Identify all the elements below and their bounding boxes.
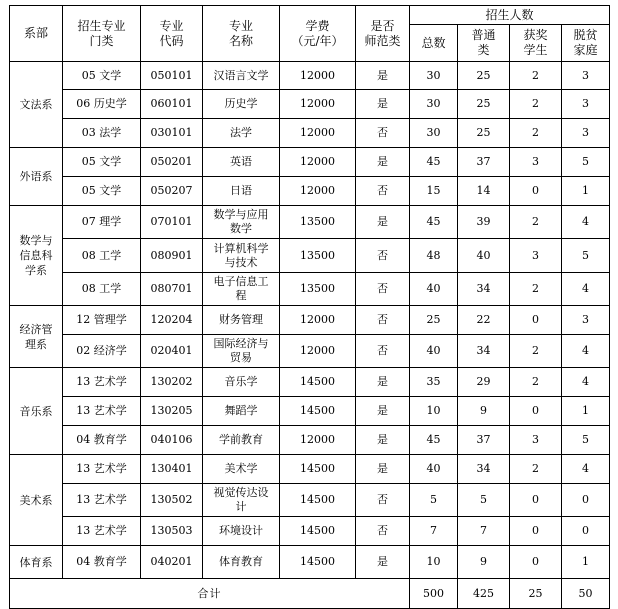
cell-award: 2	[510, 119, 562, 148]
cell-normal: 是	[356, 368, 410, 397]
cell-total: 30	[410, 62, 458, 90]
cell-poor: 0	[562, 484, 610, 517]
cell-major	[203, 119, 280, 148]
header-category: 招生专业 门类	[63, 6, 141, 62]
cell-normal: 是	[356, 546, 410, 579]
cell-code: 130503	[141, 517, 203, 546]
cell-code: 040201	[141, 546, 203, 579]
cell-regular: 39	[458, 206, 510, 239]
cell-fee: 13500	[280, 239, 356, 273]
cell-total: 10	[410, 546, 458, 579]
cell-code: 130502	[141, 484, 203, 517]
cell-poor: 3	[562, 119, 610, 148]
cell-major	[203, 206, 280, 239]
major-text: 美术学	[224, 462, 258, 475]
cell-fee: 14500	[280, 368, 356, 397]
cell-poor: 0	[562, 517, 610, 546]
cell-code: 050201	[141, 148, 203, 177]
cell-normal: 否	[356, 177, 410, 206]
cell-fee: 12000	[280, 62, 356, 90]
cell-poor: 4	[562, 206, 610, 239]
cell-major	[203, 90, 280, 119]
major-text: 体育教育	[219, 555, 263, 568]
cell-total: 35	[410, 368, 458, 397]
table-row	[10, 368, 610, 397]
cell-code: 020401	[141, 335, 203, 368]
cell-category: 13 艺术学	[63, 484, 141, 517]
total-sum: 500	[410, 579, 458, 609]
cell-regular: 9	[458, 546, 510, 579]
cell-total: 40	[410, 335, 458, 368]
cell-fee: 12000	[280, 177, 356, 206]
cell-category: 04 教育学	[63, 546, 141, 579]
cell-award: 2	[510, 368, 562, 397]
cell-poor: 5	[562, 148, 610, 177]
cell-normal: 是	[356, 206, 410, 239]
cell-normal: 是	[356, 90, 410, 119]
major-text: 学前教育	[219, 433, 263, 446]
dept-name-text: 音乐系	[19, 404, 53, 418]
dept-name-text: 美术系	[19, 493, 53, 507]
cell-award: 3	[510, 239, 562, 273]
cell-normal: 是	[356, 397, 410, 426]
table-row	[10, 206, 610, 239]
cell-award: 2	[510, 206, 562, 239]
cell-poor: 4	[562, 455, 610, 484]
major-text: 英语	[230, 155, 252, 168]
cell-award: 0	[510, 517, 562, 546]
cell-category: 13 艺术学	[63, 397, 141, 426]
cell-code: 050207	[141, 177, 203, 206]
header-total: 总数	[410, 25, 458, 62]
cell-total: 5	[410, 484, 458, 517]
cell-major	[203, 368, 280, 397]
cell-major	[203, 397, 280, 426]
cell-poor: 1	[562, 397, 610, 426]
dept-name-text: 外语系	[19, 170, 53, 183]
cell-normal: 是	[356, 148, 410, 177]
header-major: 专业 名称	[203, 6, 280, 62]
cell-regular: 34	[458, 455, 510, 484]
dept-name	[10, 206, 63, 306]
cell-total: 7	[410, 517, 458, 546]
cell-major	[203, 426, 280, 455]
cell-fee: 13500	[280, 206, 356, 239]
total-regular: 425	[458, 579, 510, 609]
cell-code: 130202	[141, 368, 203, 397]
cell-total: 45	[410, 148, 458, 177]
dept-name-text: 体育系	[19, 555, 53, 569]
table-row	[10, 397, 610, 426]
total-row	[10, 579, 610, 609]
dept-name	[10, 148, 63, 206]
cell-fee: 12000	[280, 306, 356, 335]
cell-regular: 34	[458, 273, 510, 306]
cell-award: 0	[510, 306, 562, 335]
cell-normal: 是	[356, 455, 410, 484]
table-row	[10, 517, 610, 546]
cell-fee: 12000	[280, 335, 356, 368]
cell-code: 030101	[141, 119, 203, 148]
cell-total: 30	[410, 90, 458, 119]
cell-normal: 否	[356, 119, 410, 148]
table-row	[10, 335, 610, 368]
cell-category: 02 经济学	[63, 335, 141, 368]
header-award: 获奖 学生	[510, 25, 562, 62]
cell-regular: 25	[458, 62, 510, 90]
cell-fee: 13500	[280, 273, 356, 306]
header-enroll: 招生人数	[410, 6, 610, 25]
cell-award: 2	[510, 90, 562, 119]
cell-poor: 5	[562, 426, 610, 455]
cell-fee: 14500	[280, 484, 356, 517]
table-row	[10, 484, 610, 517]
table-row	[10, 306, 610, 335]
cell-major	[203, 335, 280, 368]
cell-regular: 37	[458, 148, 510, 177]
major-text: 舞蹈学	[224, 404, 258, 417]
cell-poor: 4	[562, 273, 610, 306]
cell-regular: 25	[458, 119, 510, 148]
cell-award: 3	[510, 426, 562, 455]
table-row	[10, 62, 610, 90]
cell-award: 2	[510, 273, 562, 306]
cell-total: 48	[410, 239, 458, 273]
table-row	[10, 148, 610, 177]
major-text: 环境设计	[219, 524, 263, 537]
major-text: 历史学	[224, 97, 258, 110]
major-text: 日语	[230, 184, 252, 197]
header-normal: 是否 师范类	[356, 6, 410, 62]
cell-award: 0	[510, 546, 562, 579]
cell-category: 13 艺术学	[63, 455, 141, 484]
cell-category: 08 工学	[63, 239, 141, 273]
major-text: 法学	[230, 126, 252, 139]
cell-total: 15	[410, 177, 458, 206]
dept-name	[10, 62, 63, 148]
cell-category: 13 艺术学	[63, 517, 141, 546]
cell-poor: 3	[562, 62, 610, 90]
cell-category: 13 艺术学	[63, 368, 141, 397]
table-row	[10, 546, 610, 579]
cell-total: 45	[410, 426, 458, 455]
cell-normal: 否	[356, 484, 410, 517]
cell-fee: 12000	[280, 148, 356, 177]
major-text: 计算机科学与技术	[213, 241, 269, 269]
cell-regular: 5	[458, 484, 510, 517]
cell-total: 30	[410, 119, 458, 148]
cell-major	[203, 546, 280, 579]
table-row	[10, 426, 610, 455]
table-row	[10, 177, 610, 206]
table-row	[10, 273, 610, 306]
cell-category: 04 教育学	[63, 426, 141, 455]
cell-poor: 5	[562, 239, 610, 273]
cell-normal: 是	[356, 426, 410, 455]
cell-fee: 12000	[280, 90, 356, 119]
total-poor: 50	[562, 579, 610, 609]
cell-normal: 否	[356, 517, 410, 546]
dept-name-text: 经济管理系	[19, 322, 53, 351]
cell-code: 060101	[141, 90, 203, 119]
major-text: 数学与应用数学	[213, 208, 269, 235]
cell-code: 130205	[141, 397, 203, 426]
major-text: 汉语言文学	[213, 68, 269, 82]
cell-regular: 22	[458, 306, 510, 335]
table-row	[10, 90, 610, 119]
dept-name	[10, 546, 63, 579]
cell-code: 080901	[141, 239, 203, 273]
cell-code: 120204	[141, 306, 203, 335]
cell-poor: 1	[562, 546, 610, 579]
cell-major	[203, 273, 280, 306]
cell-award: 2	[510, 62, 562, 90]
cell-category: 05 文学	[63, 177, 141, 206]
header-code: 专业 代码	[141, 6, 203, 62]
cell-major	[203, 306, 280, 335]
cell-category: 08 工学	[63, 273, 141, 306]
cell-fee: 14500	[280, 546, 356, 579]
cell-fee: 14500	[280, 397, 356, 426]
cell-normal: 否	[356, 273, 410, 306]
cell-poor: 1	[562, 177, 610, 206]
cell-major	[203, 484, 280, 517]
cell-award: 0	[510, 484, 562, 517]
header-regular: 普通 类	[458, 25, 510, 62]
cell-fee: 12000	[280, 426, 356, 455]
cell-major	[203, 517, 280, 546]
table-row	[10, 119, 610, 148]
cell-total: 10	[410, 397, 458, 426]
major-text: 国际经济与贸易	[213, 337, 269, 364]
cell-major	[203, 62, 280, 90]
cell-normal: 否	[356, 335, 410, 368]
cell-total: 40	[410, 455, 458, 484]
cell-regular: 37	[458, 426, 510, 455]
cell-regular: 25	[458, 90, 510, 119]
cell-code: 050101	[141, 62, 203, 90]
table-body	[10, 62, 610, 579]
dept-name	[10, 368, 63, 455]
major-text: 音乐学	[224, 375, 258, 388]
cell-category: 05 文学	[63, 148, 141, 177]
cell-poor: 4	[562, 335, 610, 368]
enrollment-table	[9, 5, 610, 609]
header-poor: 脱贫 家庭	[562, 25, 610, 62]
cell-normal: 否	[356, 239, 410, 273]
header-fee: 学费 （元/年）	[280, 6, 356, 62]
cell-award: 2	[510, 455, 562, 484]
total-award: 25	[510, 579, 562, 609]
dept-name	[10, 306, 63, 368]
cell-major	[203, 239, 280, 273]
cell-total: 40	[410, 273, 458, 306]
major-text: 视觉传达设计	[213, 486, 269, 513]
total-label: 合计	[10, 579, 410, 609]
cell-category: 06 历史学	[63, 90, 141, 119]
cell-regular: 29	[458, 368, 510, 397]
dept-name	[10, 455, 63, 546]
cell-poor: 4	[562, 368, 610, 397]
cell-total: 45	[410, 206, 458, 239]
cell-category: 03 法学	[63, 119, 141, 148]
cell-code: 040106	[141, 426, 203, 455]
cell-award: 0	[510, 397, 562, 426]
cell-category: 07 理学	[63, 206, 141, 239]
cell-total: 25	[410, 306, 458, 335]
dept-name-text: 数学与信息科学系	[19, 234, 53, 277]
cell-regular: 7	[458, 517, 510, 546]
cell-award: 3	[510, 148, 562, 177]
cell-poor: 3	[562, 306, 610, 335]
cell-award: 2	[510, 335, 562, 368]
cell-fee: 14500	[280, 517, 356, 546]
dept-name-text: 文法系	[19, 98, 53, 111]
header-dept: 系部	[10, 6, 63, 62]
cell-regular: 34	[458, 335, 510, 368]
cell-regular: 9	[458, 397, 510, 426]
cell-poor: 3	[562, 90, 610, 119]
major-text: 财务管理	[219, 313, 263, 326]
cell-major	[203, 455, 280, 484]
cell-major	[203, 177, 280, 206]
cell-normal: 否	[356, 306, 410, 335]
cell-fee: 12000	[280, 119, 356, 148]
cell-code: 080701	[141, 273, 203, 306]
cell-category: 12 管理学	[63, 306, 141, 335]
cell-category: 05 文学	[63, 62, 141, 90]
cell-code: 070101	[141, 206, 203, 239]
table-row	[10, 239, 610, 273]
cell-regular: 14	[458, 177, 510, 206]
table-row	[10, 455, 610, 484]
cell-award: 0	[510, 177, 562, 206]
cell-normal: 是	[356, 62, 410, 90]
cell-major	[203, 148, 280, 177]
major-text: 电子信息工程	[213, 275, 269, 302]
cell-fee: 14500	[280, 455, 356, 484]
cell-regular: 40	[458, 239, 510, 273]
cell-code: 130401	[141, 455, 203, 484]
